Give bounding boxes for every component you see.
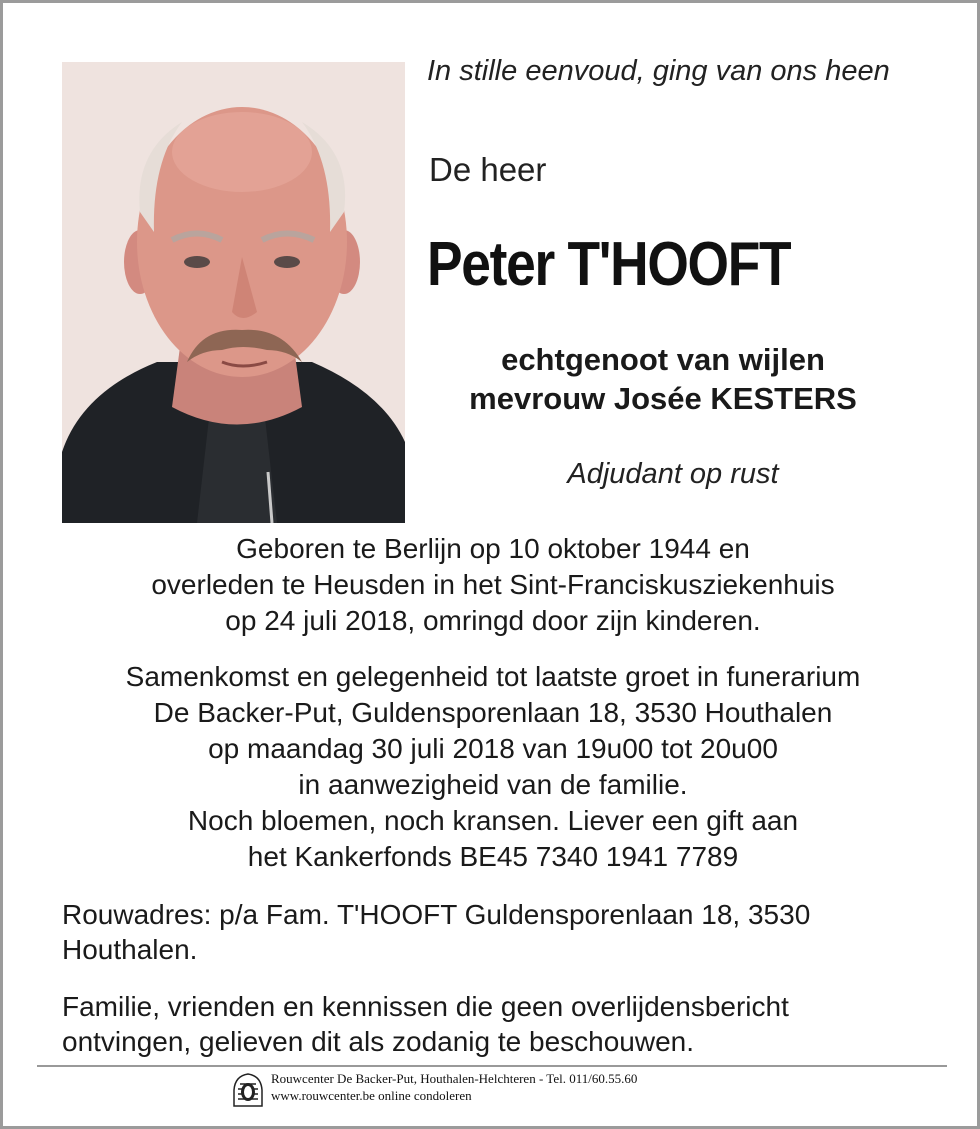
spouse-line: echtgenoot van wijlen xyxy=(501,342,825,377)
text-line: Houthalen. xyxy=(62,934,198,965)
text-line: het Kankerfonds BE45 7340 1941 7789 xyxy=(247,841,739,872)
footer-divider xyxy=(37,1065,947,1067)
text-line: op maandag 30 juli 2018 van 19u00 tot 20u00 xyxy=(208,733,778,764)
honorific: De heer xyxy=(429,151,547,188)
mourning-address xyxy=(62,897,942,967)
text-line: op 24 juli 2018, omringd door zijn kinderen. xyxy=(225,605,761,636)
ceremony-block xyxy=(43,659,943,875)
footer-line-website: www.rouwcenter.be online condoleren xyxy=(271,1088,472,1103)
family-note xyxy=(62,989,942,1059)
text-line: Geboren te Berlijn op 10 oktober 1944 en xyxy=(236,533,750,564)
birth-death-block xyxy=(43,531,943,639)
intro-text: In stille eenvoud, ging van ons heen xyxy=(427,55,890,87)
text-line: Samenkomst en gelegenheid tot laatste groet in funerarium xyxy=(125,661,861,692)
text-line: Noch bloemen, noch kransen. Liever een gift aan xyxy=(187,805,799,836)
text-line: ontvingen, gelieven dit als zodanig te beschouwen. xyxy=(62,1026,694,1057)
footer-line-contact: Rouwcenter De Backer-Put, Houthalen-Helchteren - Tel. 011/60.55.60 xyxy=(271,1071,638,1086)
portrait-illustration xyxy=(62,62,405,523)
portrait-photo xyxy=(62,62,405,523)
text-line: De Backer-Put, Guldensporenlaan 18, 3530 Houthalen xyxy=(153,697,833,728)
text-line: Rouwadres: p/a Fam. T'HOOFT Guldensporenlaan 18, 3530 xyxy=(62,899,811,930)
footer-text xyxy=(271,1070,637,1104)
text-line: Familie, vrienden en kennissen die geen overlijdensbericht xyxy=(62,991,789,1022)
text-line: in aanwezigheid van de familie. xyxy=(298,769,688,800)
spouse-line: mevrouw Josée KESTERS xyxy=(469,381,857,416)
deceased-name: Peter T'HOOFT xyxy=(427,230,791,299)
spouse-info xyxy=(413,340,913,418)
text-line: overleden te Heusden in het Sint-Franciskusziekenhuis xyxy=(151,569,835,600)
rank-text: Adjudant op rust xyxy=(567,458,779,490)
funeral-home-logo-icon xyxy=(231,1072,265,1108)
funeral-home-footer xyxy=(231,1070,751,1110)
